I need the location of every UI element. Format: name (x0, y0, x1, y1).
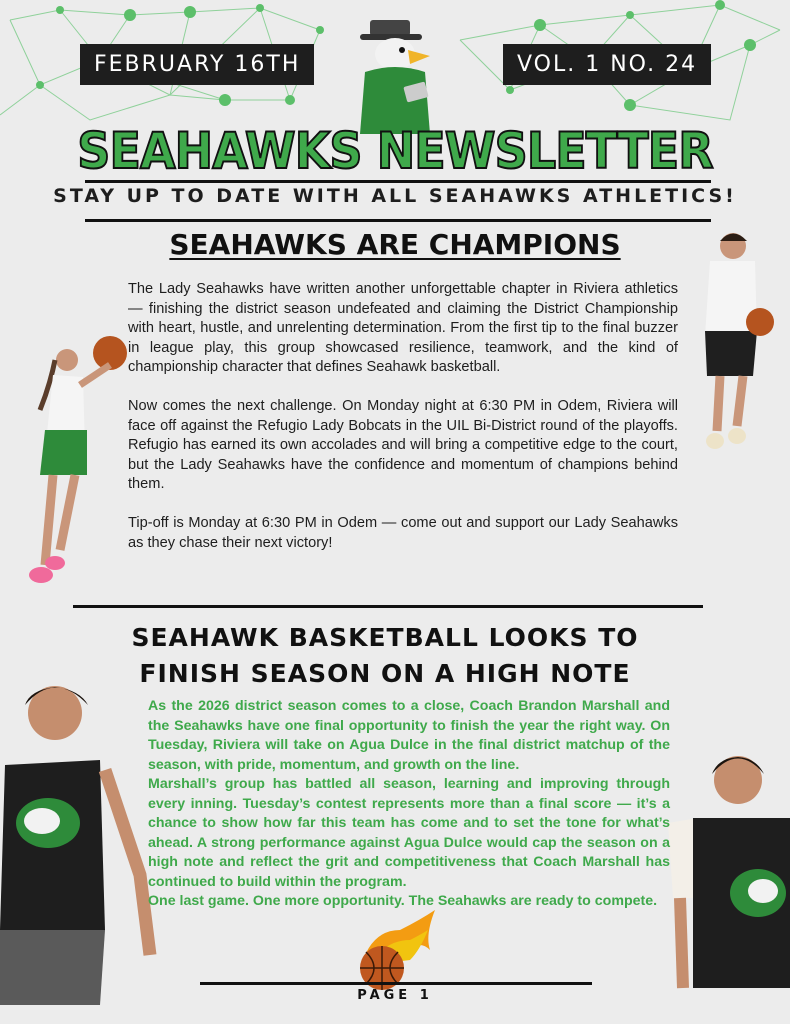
page-number: PAGE 1 (357, 988, 433, 1003)
player-photo-boy-left (0, 675, 160, 1005)
player-photo-girl-dribbling (685, 226, 780, 456)
article1-paragraph: Tip-off is Monday at 6:30 PM in Odem — come out and support our Lady Seahawks as they chase their next victory! (128, 515, 678, 551)
footer-divider (200, 982, 592, 985)
article2-body (148, 697, 670, 912)
article1-paragraph: Now comes the next challenge. On Monday night at 6:30 PM in Odem, Riviera will face off against the Refugio Lady Bobcats in the UIL Bi-District round of the playoffs. Refugio has earned its own accolades and will bring a competitive edge to the court, but the Lady Seahawks have the confidence and momentum of champions behind them. (128, 398, 678, 492)
player-photo-boy-right (668, 748, 790, 1010)
article2-headline-line: SEAHAWK BASKETBALL LOOKS TO (131, 623, 639, 652)
player-photo-girl-shooting (15, 335, 130, 590)
tagline: STAY UP TO DATE WITH ALL SEAHAWKS ATHLETICS! (53, 185, 737, 207)
article2-headline-line: FINISH SEASON ON A HIGH NOTE (139, 659, 631, 688)
article1-body (128, 280, 678, 573)
article2-headline (110, 620, 660, 692)
article2-paragraph: Marshall’s group has battled all season, learning and improving through every inning. Tuesday’s contest represents more than a final score — it’s a chance to show how far this team has come and to set the tone for what’s ahead. A strong performance against Agua Dulce would cap the season on a high note and reflect the grit and competitiveness that Coach Marshall has continued to build within the program. (148, 776, 670, 890)
article2-paragraph: As the 2026 district season comes to a close, Coach Brandon Marshall and the Seahawks have one final opportunity to finish the year the right way. On Tuesday, Riviera will take on Agua Dulce in the final district matchup of the season, with pride, momentum, and growth on the line. (148, 698, 670, 773)
divider (85, 180, 711, 183)
article1-headline: SEAHAWKS ARE CHAMPIONS (169, 228, 621, 261)
flaming-basketball-icon (350, 910, 440, 992)
issue-date-badge: FEBRUARY 16TH (80, 44, 314, 85)
article2-paragraph: One last game. One more opportunity. The Seahawks are ready to compete. (148, 893, 658, 909)
divider (85, 219, 711, 222)
article1-paragraph: The Lady Seahawks have written another unforgettable chapter in Riviera athletics — finishing the district season undefeated and claiming the District Championship with heart, hustle, and unrelenting determination. From the first tip to the final buzzer in league play, this group showcased resilience, teamwork, and the kind of championship character that defines Seahawk basketball. (128, 281, 678, 375)
divider (73, 605, 703, 608)
seahawk-mascot-logo (350, 12, 440, 134)
volume-badge: VOL. 1 NO. 24 (503, 44, 711, 85)
newsletter-title: SEAHAWKS NEWSLETTER (77, 122, 713, 180)
